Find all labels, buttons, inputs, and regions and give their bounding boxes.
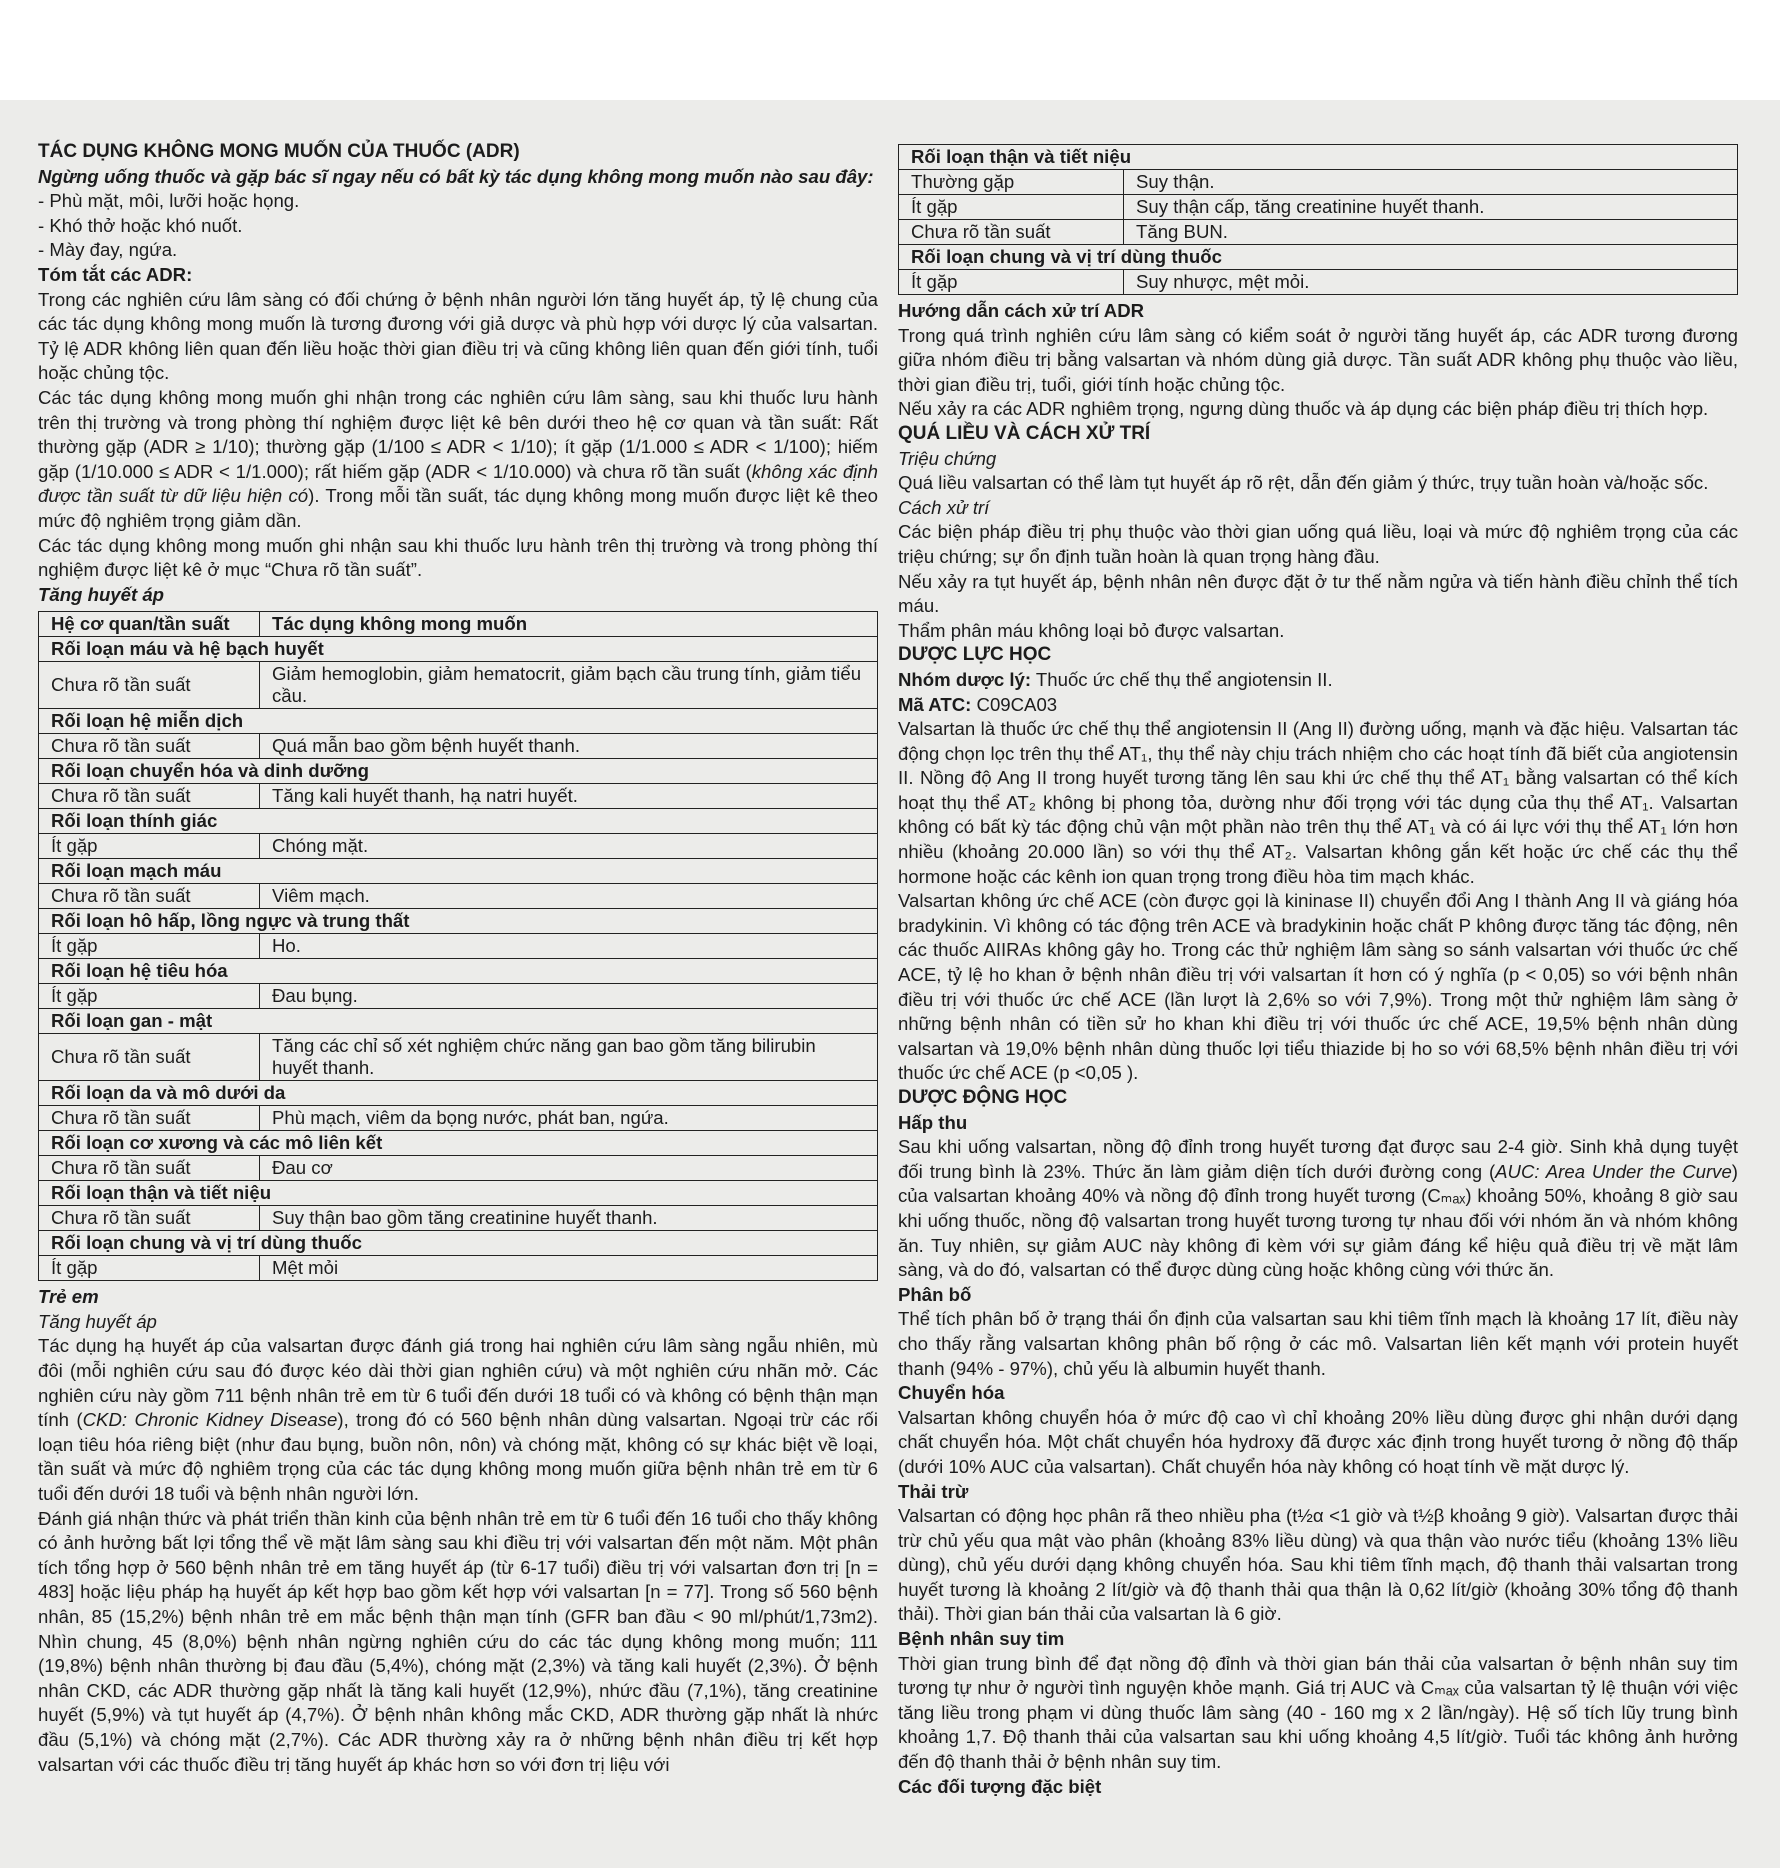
group-value: Thuốc ức chế thụ thể angiotensin II. [1031, 668, 1333, 690]
text-run: Tác dụng hạ huyết áp của valsartan được đánh giá trong hai nghiên cứu lâm sàng ngẫu nhiên, mù đôi (mỗi nghiên cứu sau đó được kéo dài thời gian nghiên cứu) và một nghiên cứu nhãn mở. Các nghiên cứu này gồm 711 bệnh nhân trẻ em từ 6 tuổi đến dưới 18 tuổi có và không có bệnh thận mạn tính ( [38, 1335, 878, 1431]
frequency-cell: Chưa rõ tần suất [39, 1106, 260, 1131]
children-paragraph-1 [38, 1334, 878, 1506]
organ-system-row [39, 1181, 878, 1206]
effect-cell: Suy thận. [1124, 170, 1738, 195]
table-row [39, 884, 878, 909]
text-run: ) của valsartan khoảng 40% và nồng độ đỉnh trong huyết tương (Cₘₐₓ) khoảng 50%, khoảng 8 giờ sau khi uống thuốc, nồng độ valsartan trong huyết tương tương tự nhau đối với nhóm ăn và nhóm không ăn. Tuy nhiên, sự giảm AUC này không đi kèm với sự giảm đáng kể hiệu quả điều trị về mặt lâm sàng, và do đó, valsartan có thể được dùng cùng hoặc không cùng với thức ăn. [898, 1160, 1738, 1281]
effect-cell: Đau cơ [260, 1156, 878, 1181]
adr-table [38, 611, 878, 1281]
text-run: Các tác dụng không mong muốn ghi nhận trong các nghiên cứu lâm sàng, sau khi thuốc lưu hành trên thị trường và trong phòng thí nghiệm được liệt kê bên dưới theo hệ cơ quan và tần suất: Rất thường gặp (ADR ≥ 1/10); thường gặp (1/100 ≤ ADR < 1/10); ít gặp (1/1.000 ≤ ADR < 1/100); hiếm gặp (1/10.000 ≤ ADR < 1/1.000); rất hiếm gặp (ADR < 1/10.000) và chưa rõ tần suất ( [38, 386, 878, 482]
frequency-cell: Ít gặp [39, 834, 260, 859]
text-run-italic: AUC: Area Under the Curve [1495, 1160, 1732, 1182]
adr-title: TÁC DỤNG KHÔNG MONG MUỐN CỦA THUỐC (ADR) [38, 141, 520, 162]
pharmacological-group [898, 668, 1738, 693]
effect-cell: Ho. [260, 934, 878, 959]
table-header-cell: Tác dụng không mong muốn [260, 612, 878, 637]
organ-system-row [39, 759, 878, 784]
warning-bullets [38, 189, 878, 263]
table-row [899, 170, 1738, 195]
group-label: Nhóm dược lý: [898, 668, 1032, 690]
warning-bullet: - Mày đay, ngứa. [38, 239, 178, 261]
frequency-cell: Chưa rõ tần suất [39, 1034, 260, 1081]
treatment-label: Cách xử trí [898, 496, 990, 518]
organ-system-row [39, 959, 878, 984]
adr-guide-paragraph-1: Trong quá trình nghiên cứu lâm sàng có kiểm soát ở người tăng huyết áp, các ADR tương đương giữa nhóm điều trị bằng valsartan và nhóm dùng giả dược. Tần suất ADR không phụ thuộc vào liều, thời gian điều trị, tuổi, giới tính hoặc chủng tộc. [898, 324, 1738, 395]
pharmacokinetics-heading: DƯỢC ĐỘNG HỌC [898, 1087, 1068, 1108]
effect-cell: Mệt mỏi [260, 1256, 878, 1281]
right-column [898, 140, 1738, 1799]
table-row [39, 1156, 878, 1181]
elimination-text: Valsartan có động học phân rã theo nhiều pha (t½α <1 giờ và t½β khoảng 9 giờ). Valsartan được thải trừ chủ yếu qua mật vào phân (khoảng 83% liều dùng) và qua thận vào nước tiểu (khoảng 13% liều dùng), chủ yếu dưới dạng không chuyển hóa. Sau khi tiêm tĩnh mạch, độ thanh thải valsartan trong huyết tương là khoảng 2 lít/giờ và độ thanh thải qua thận là 0,62 lít/giờ (khoảng 30% tổng độ thanh thải). Thời gian bán thải của valsartan là 6 giờ. [898, 1505, 1738, 1625]
treatment-paragraph-1: Các biện pháp điều trị phụ thuộc vào thời gian uống quá liều, loại và mức độ nghiêm trọng của các triệu chứng; sự ổn định tuần hoàn là quan trọng hàng đầu. [898, 521, 1738, 567]
organ-system-row [39, 709, 878, 734]
atc-label: Mã ATC: [898, 693, 972, 715]
warning-bullet: - Khó thở hoặc khó nuốt. [38, 214, 243, 236]
organ-system-name: Rối loạn cơ xương và các mô liên kết [39, 1131, 878, 1156]
summary-paragraph-3: Các tác dụng không mong muốn ghi nhận sau khi thuốc lưu hành trên thị trường và trong phòng thí nghiệm được liệt kê ở mục “Chưa rõ tần suất”. [38, 534, 878, 581]
table-row [39, 834, 878, 859]
organ-system-name: Rối loạn chuyển hóa và dinh dưỡng [39, 759, 878, 784]
metabolism-text: Valsartan không chuyển hóa ở mức độ cao vì chỉ khoảng 20% liều dùng được ghi nhận dưới dạng chất chuyển hóa. Một chất chuyển hóa hydroxy đã được xác định trong huyết tương ở nồng độ thấp (dưới 10% AUC của valsartan). Chất chuyển hóa này không có hoạt tính về mặt dược lý. [898, 1406, 1738, 1477]
effect-cell: Viêm mạch. [260, 884, 878, 909]
warning-bullet: - Phù mặt, môi, lưỡi hoặc họng. [38, 190, 300, 212]
frequency-cell: Chưa rõ tần suất [39, 784, 260, 809]
table-header-row [39, 612, 878, 637]
overdose-heading: QUÁ LIỀU VÀ CÁCH XỬ TRÍ [898, 422, 1151, 444]
effect-cell: Suy thận bao gồm tăng creatinine huyết thanh. [260, 1206, 878, 1231]
scan-top-margin [0, 0, 1780, 100]
organ-system-name: Rối loạn chung và vị trí dùng thuốc [39, 1231, 878, 1256]
organ-system-row [899, 145, 1738, 170]
text-run: ). Trong mỗi tần suất, tác dụng không mong muốn được liệt kê theo mức độ nghiêm trọng giảm dần. [38, 485, 878, 531]
treatment-paragraph-2: Nếu xảy ra tụt huyết áp, bệnh nhân nên được đặt ở tư thế nằm ngửa và tiến hành điều chỉnh thể tích máu. [898, 570, 1738, 617]
table-row [39, 1034, 878, 1081]
frequency-cell: Chưa rõ tần suất [39, 1206, 260, 1231]
children-hypertension-label: Tăng huyết áp [38, 1310, 157, 1332]
symptoms-label: Triệu chứng [898, 447, 997, 469]
organ-system-name: Rối loạn máu và hệ bạch huyết [39, 637, 878, 662]
atc-code [898, 693, 1738, 718]
organ-system-name: Rối loạn hô hấp, lồng ngực và trung thất [39, 909, 878, 934]
pharmacodynamics-heading: DƯỢC LỰC HỌC [898, 644, 1052, 666]
text-run: Sau khi uống valsartan, nồng độ đỉnh trong huyết tương đạt được sau 2-4 giờ. Sinh khả dụng tuyệt đối trung bình là 23%. Thức ăn làm giảm diện tích dưới đường cong ( [898, 1136, 1738, 1182]
organ-system-name: Rối loạn da và mô dưới da [39, 1081, 878, 1106]
frequency-cell: Chưa rõ tần suất [39, 884, 260, 909]
effect-cell: Tăng kali huyết thanh, hạ natri huyết. [260, 784, 878, 809]
organ-system-name: Rối loạn chung và vị trí dùng thuốc [899, 245, 1738, 270]
organ-system-name: Rối loạn mạch máu [39, 859, 878, 884]
adr-warning: Ngừng uống thuốc và gặp bác sĩ ngay nếu có bất kỳ tác dụng không mong muốn nào sau đây: [38, 165, 874, 187]
frequency-cell: Ít gặp [39, 1256, 260, 1281]
organ-system-name: Rối loạn hệ tiêu hóa [39, 959, 878, 984]
frequency-cell: Chưa rõ tần suất [39, 734, 260, 759]
table-header-cell: Hệ cơ quan/tần suất [39, 612, 260, 637]
organ-system-row [39, 1231, 878, 1256]
organ-system-row [39, 909, 878, 934]
frequency-cell: Ít gặp [899, 195, 1124, 220]
text-run-italic: CKD: Chronic Kidney Disease [82, 1409, 338, 1431]
effect-cell: Chóng mặt. [260, 834, 878, 859]
summary-heading: Tóm tắt các ADR: [38, 263, 193, 285]
pharmacodynamics-paragraph-1: Valsartan là thuốc ức chế thụ thể angiotensin II (Ang II) đường uống, mạnh và đặc hiệu. Valsartan tác động chọn lọc trên thụ thể AT₁, thụ thể này chịu trách nhiệm cho các hoạt tính đã biết của angiotensin II. Nồng độ Ang II trong huyết tương tăng lên sau khi ức chế thụ thể AT₁ bằng valsartan có thể kích hoạt thụ thể AT₂ không bị phong tỏa, dường như đối trọng với tác dụng của thụ thể AT₁. Valsartan không có bất kỳ tác động chủ vận một phần nào trên thụ thể AT₁ và có ái lực với thụ thể AT₁ lớn hơn nhiều (khoảng 20.000 lần) so với thụ thể AT₂. Valsartan không gắn kết hoặc ức chế các thụ thể hormone hoặc các kênh ion quan trọng trong điều hòa tim mạch khác. [898, 718, 1738, 887]
effect-cell: Phù mạch, viêm da bọng nước, phát ban, ngứa. [260, 1106, 878, 1131]
effect-cell: Tăng các chỉ số xét nghiệm chức năng gan bao gồm tăng bilirubin huyết thanh. [260, 1034, 878, 1081]
text-run-italic: không xác định được tần suất từ dữ liệu hiện có [38, 460, 878, 507]
adr-guide-paragraph-2: Nếu xảy ra các ADR nghiêm trọng, ngưng dùng thuốc và áp dụng các biện pháp điều trị thích hợp. [898, 398, 1709, 420]
table-row [39, 784, 878, 809]
summary-paragraph-2 [38, 386, 878, 534]
frequency-cell: Ít gặp [39, 934, 260, 959]
children-label: Trẻ em [38, 1286, 99, 1308]
text-run: ), trong đó có 560 bệnh nhân dùng valsartan. Ngoại trừ các rối loạn tiêu hóa riêng biệt (như đau bụng, buồn nôn, nôn) và chóng mặt, không có sự khác biệt về loại, tần suất và mức độ nghiêm trọng của các tác dụng không mong muốn giữa bệnh nhân trẻ em từ 6 tuổi đến dưới 18 tuổi và bệnh nhân người lớn. [38, 1409, 879, 1505]
effect-cell: Giảm hemoglobin, giảm hematocrit, giảm bạch cầu trung tính, giảm tiểu cầu. [260, 662, 878, 709]
elimination-heading: Thải trừ [898, 1480, 969, 1502]
frequency-cell: Chưa rõ tần suất [899, 220, 1124, 245]
organ-system-row [39, 1009, 878, 1034]
organ-system-name: Rối loạn thận và tiết niệu [39, 1181, 878, 1206]
special-populations-heading: Các đối tượng đặc biệt [898, 1775, 1102, 1797]
hypertension-label: Tăng huyết áp [38, 583, 165, 605]
organ-system-name: Rối loạn thận và tiết niệu [899, 145, 1738, 170]
frequency-cell: Thường gặp [899, 170, 1124, 195]
organ-system-name: Rối loạn hệ miễn dịch [39, 709, 878, 734]
left-column [38, 140, 878, 1777]
distribution-text: Thể tích phân bố ở trạng thái ổn định của valsartan sau khi tiêm tĩnh mạch là khoảng 17 lít, điều này cho thấy rằng valsartan không phân bố rộng ở các mô. Valsartan liên kết mạnh với protein huyết thanh (94% - 97%), chủ yếu là albumin huyết thanh. [898, 1308, 1738, 1379]
heart-failure-text: Thời gian trung bình để đạt nồng độ đỉnh và thời gian bán thải của valsartan ở bệnh nhân suy tim tương tự như ở người tình nguyện khỏe mạnh. Giá trị AUC và Cₘₐₓ của valsartan tỷ lệ thuận với việc tăng liều trong phạm vi dùng thuốc lâm sàng (40 - 160 mg x 2 lần/ngày). Hệ số tích lũy trung bình khoảng 1,7. Độ thanh thải của valsartan sau khi uống khoảng 4,5 lít/giờ. Tuổi tác không ảnh hưởng đến độ thanh thải ở bệnh nhân suy tim. [898, 1652, 1738, 1773]
organ-system-row [899, 245, 1738, 270]
symptoms-text: Quá liều valsartan có thể làm tụt huyết áp rõ rệt, dẫn đến giảm ý thức, trụy tuần hoàn và/hoặc sốc. [898, 472, 1709, 494]
frequency-cell: Ít gặp [899, 270, 1124, 295]
effect-cell: Quá mẫn bao gồm bệnh huyết thanh. [260, 734, 878, 759]
metabolism-heading: Chuyển hóa [898, 1382, 1005, 1404]
organ-system-name: Rối loạn gan - mật [39, 1009, 878, 1034]
distribution-heading: Phân bố [898, 1283, 972, 1305]
frequency-cell: Chưa rõ tần suất [39, 1156, 260, 1181]
organ-system-row [39, 809, 878, 834]
table-row [39, 1256, 878, 1281]
heart-failure-heading: Bệnh nhân suy tim [898, 1628, 1065, 1650]
organ-system-row [39, 1131, 878, 1156]
table-row [899, 220, 1738, 245]
organ-system-name: Rối loạn thính giác [39, 809, 878, 834]
effect-cell: Suy nhược, mệt mỏi. [1124, 270, 1738, 295]
table-row [39, 734, 878, 759]
absorption-text [898, 1135, 1738, 1283]
table-row [899, 195, 1738, 220]
adr-guide-heading: Hướng dẫn cách xử trí ADR [898, 300, 1145, 321]
table-row [39, 1106, 878, 1131]
effect-cell: Tăng BUN. [1124, 220, 1738, 245]
table-row [899, 270, 1738, 295]
summary-paragraph-1: Trong các nghiên cứu lâm sàng có đối chứng ở bệnh nhân người lớn tăng huyết áp, tỷ lệ chung của các tác dụng không mong muốn là tương đương với giả dược và phù hợp với dược lý của valsartan. Tỷ lệ ADR không liên quan đến liều hoặc thời gian điều trị và cũng không liên quan đến giới tính, tuổi hoặc chủng tộc. [38, 288, 878, 384]
absorption-heading: Hấp thu [898, 1111, 968, 1133]
effect-cell: Đau bụng. [260, 984, 878, 1009]
organ-system-row [39, 859, 878, 884]
organ-system-row [39, 1081, 878, 1106]
table-row [39, 662, 878, 709]
organ-system-row [39, 637, 878, 662]
pharmacodynamics-paragraph-2: Valsartan không ức chế ACE (còn được gọi là kininase II) chuyển đổi Ang I thành Ang II và giáng hóa bradykinin. Vì không có tác động trên ACE và bradykinin hoặc chất P không được tăng tác động, nên các thuốc AIIRAs không gây ho. Trong các thử nghiệm lâm sàng so sánh valsartan với thuốc ức chế ACE, tỷ lệ ho khan ở bệnh nhân điều trị với valsartan ít hơn có ý nghĩa (p < 0,05) so với bệnh nhân điều trị với thuốc ức chế ACE (lần lượt là 2,6% so với 7,9%). Trong một thử nghiệm lâm sàng ở những bệnh nhân có tiền sử ho khan khi điều trị với thuốc ức chế ACE, 19,5% bệnh nhân dùng valsartan và 19,0% bệnh nhân dùng thuốc lợi tiểu thiazide bị ho so với 68,5% bệnh nhân điều trị với thuốc ức chế ACE (p <0,05 ). [898, 890, 1738, 1084]
table-row [39, 1206, 878, 1231]
frequency-cell: Chưa rõ tần suất [39, 662, 260, 709]
table-row [39, 934, 878, 959]
adr-table-continued [898, 144, 1738, 295]
atc-value: C09CA03 [971, 693, 1058, 715]
table-row [39, 984, 878, 1009]
treatment-paragraph-3: Thẩm phân máu không loại bỏ được valsartan. [898, 619, 1285, 641]
effect-cell: Suy thận cấp, tăng creatinine huyết thanh. [1124, 195, 1738, 220]
frequency-cell: Ít gặp [39, 984, 260, 1009]
children-paragraph-2: Đánh giá nhận thức và phát triển thần kinh của bệnh nhân trẻ em từ 6 tuổi đến 16 tuổi cho thấy không có ảnh hưởng bất lợi tổng thể về mặt lâm sàng sau khi điều trị với valsartan đến một năm. Một phân tích tổng hợp ở 560 bệnh nhân trẻ em tăng huyết áp (từ 6-17 tuổi) điều trị với valsartan đơn trị [n = 483] hoặc liệu pháp hạ huyết áp kết hợp bao gồm kết hợp với valsartan [n = 77]. Trong số 560 bệnh nhân, 85 (15,2%) bệnh nhân trẻ em mắc bệnh thận mạn tính (GFR ban đầu < 90 ml/phút/1,73m2). Nhìn chung, 45 (8,0%) bệnh nhân ngừng nghiên cứu do các tác dụng không mong muốn; 111 (19,8%) bệnh nhân thường bị đau đầu (5,4%), chóng mặt (2,3%) và tăng kali huyết (2,3%). Ở bệnh nhân CKD, các ADR thường gặp nhất là tăng kali huyết (12,9%), nhức đầu (7,1%), tăng creatinine huyết (5,9%) và tụt huyết áp (4,7%). Ở bệnh nhân không mắc CKD, ADR thường gặp nhất là nhức đầu (5,1%) và chóng mặt (2,7%). Các ADR thường xảy ra ở những bệnh nhân điều trị kết hợp valsartan với các thuốc điều trị tăng huyết áp khác hơn so với đơn trị liệu với [38, 1507, 878, 1775]
